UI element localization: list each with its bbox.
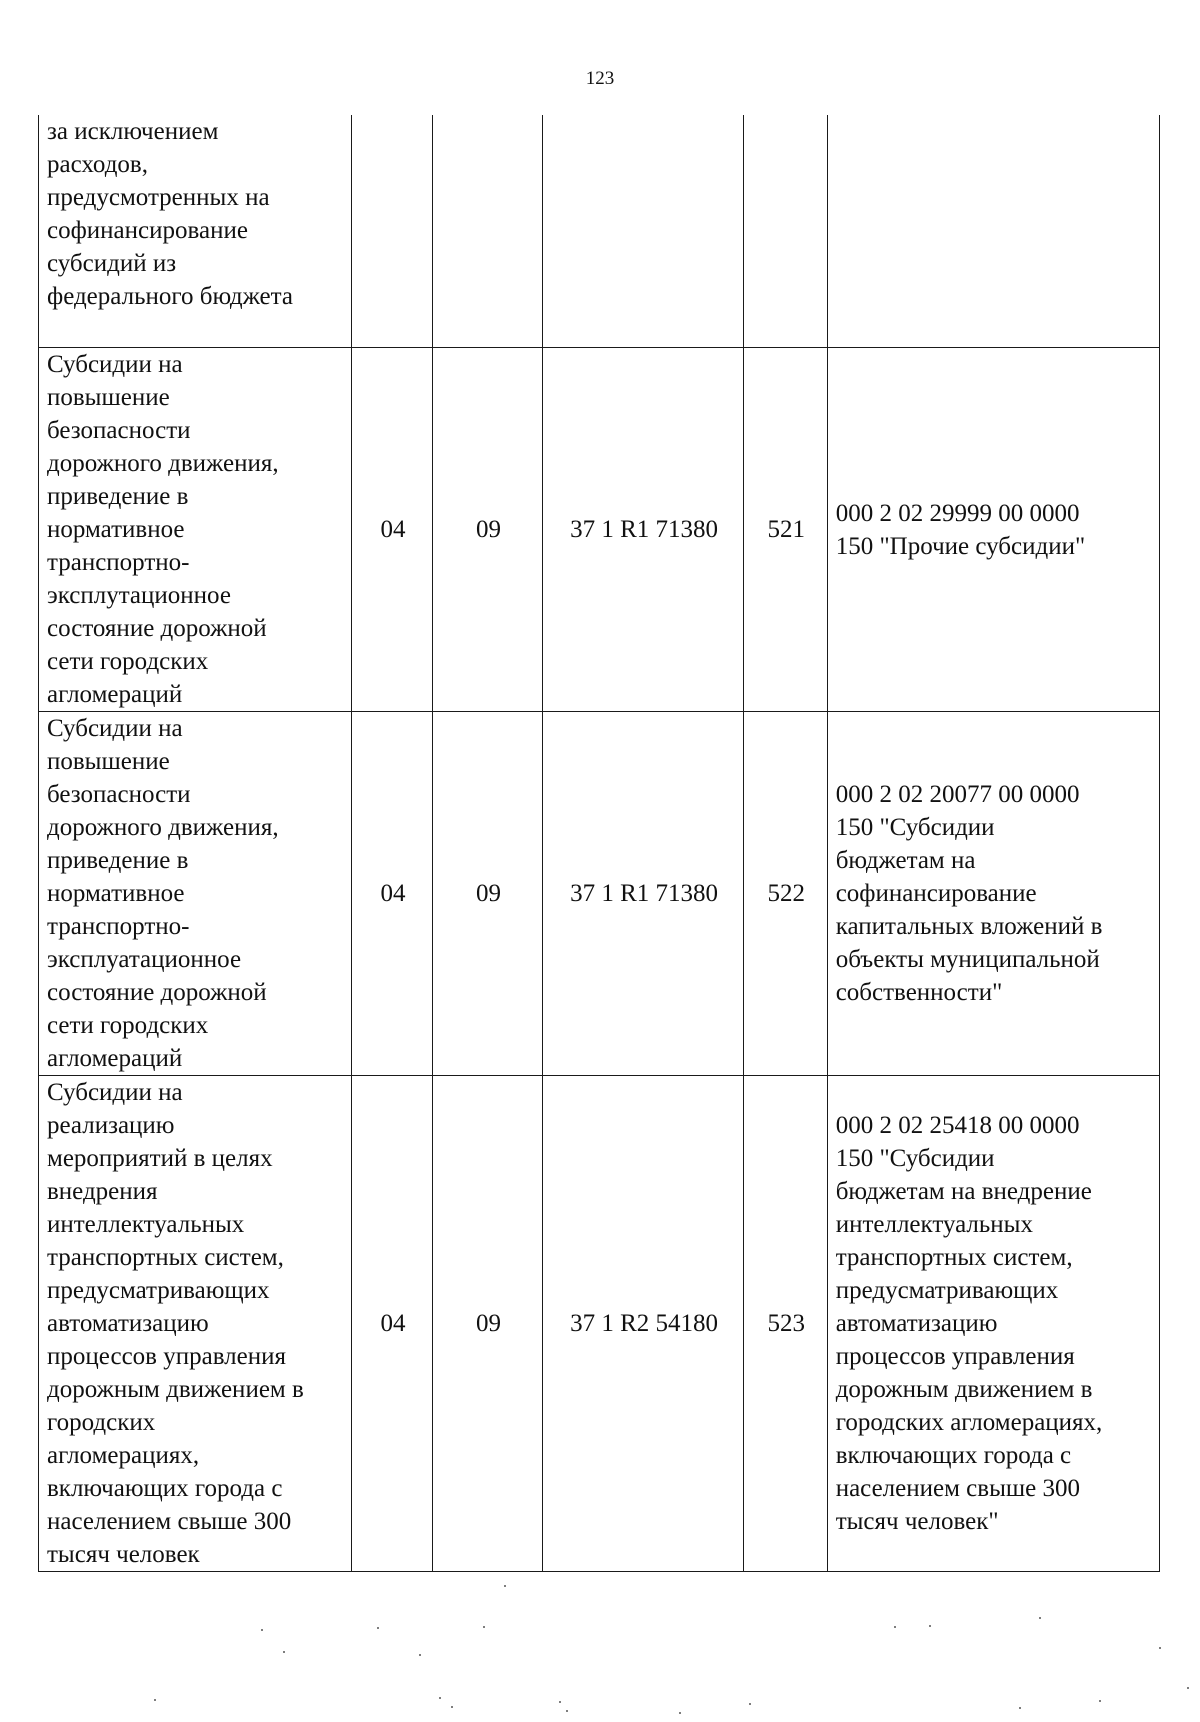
subsection-cell: 09 bbox=[432, 1076, 542, 1572]
expense-type-cell: 521 bbox=[743, 348, 827, 712]
revenue-code-cell bbox=[827, 1076, 1159, 1572]
subsection-cell: 09 bbox=[432, 712, 542, 1076]
subsection-cell bbox=[432, 115, 542, 348]
expense-type-cell bbox=[743, 115, 827, 348]
budget-classification-table bbox=[38, 115, 1160, 1572]
expense-name-cell bbox=[39, 712, 352, 1076]
expense-name: Субсидии на повышение безопасности дорожного движения, приведение в нормативное транспортно- эксплуатационное состояние дорожной сети городских агломераций bbox=[47, 715, 279, 1072]
table-row bbox=[39, 348, 1160, 712]
section-cell: 04 bbox=[352, 348, 433, 712]
target-article-cell: 37 1 R2 54180 bbox=[543, 1076, 744, 1572]
section-cell bbox=[352, 115, 433, 348]
expense-name: за исключением расходов, предусмотренных на софинансирование субсидий из федерального бюджета bbox=[47, 118, 293, 310]
expense-name: Субсидии на повышение безопасности дорожного движения, приведение в нормативное транспортно- эксплутационное состояние дорожной сети городских агломераций bbox=[47, 351, 279, 708]
revenue-code: 000 2 02 25418 00 0000 150 "Субсидии бюджетам на внедрение интеллектуальных транспортных систем, предусматривающих автоматизацию процессов управления дорожным движением в городских агломерациях, включающих города с населением свыше 300 тысяч человек" bbox=[835, 1112, 1103, 1535]
table-row bbox=[39, 1076, 1160, 1572]
page-number: 123 bbox=[585, 68, 615, 89]
expense-name-cell bbox=[39, 1076, 352, 1572]
revenue-code-cell bbox=[827, 348, 1159, 712]
revenue-code-cell bbox=[827, 712, 1159, 1076]
revenue-code: 000 2 02 20077 00 0000 150 "Субсидии бюджетам на софинансирование капитальных вложений в объекты муниципальной собственности" bbox=[835, 781, 1103, 1006]
table-row bbox=[39, 115, 1160, 348]
expense-name: Субсидии на реализацию мероприятий в целях внедрения интеллектуальных транспортных систем, предусматривающих автоматизацию процессов управления дорожным движением в городских агломерациях, включающих города с населением свыше 300 тысяч человек bbox=[47, 1079, 304, 1568]
target-article-cell bbox=[543, 115, 744, 348]
expense-type-cell: 522 bbox=[743, 712, 827, 1076]
revenue-code: 000 2 02 29999 00 0000 150 "Прочие субсидии" bbox=[835, 499, 1086, 560]
scan-noise-dots bbox=[0, 1580, 1200, 1722]
expense-name-cell bbox=[39, 348, 352, 712]
section-cell: 04 bbox=[352, 712, 433, 1076]
target-article-cell: 37 1 R1 71380 bbox=[543, 712, 744, 1076]
subsection-cell: 09 bbox=[432, 348, 542, 712]
table-row bbox=[39, 712, 1160, 1076]
section-cell: 04 bbox=[352, 1076, 433, 1572]
revenue-code-cell bbox=[827, 115, 1159, 348]
target-article-cell: 37 1 R1 71380 bbox=[543, 348, 744, 712]
expense-type-cell: 523 bbox=[743, 1076, 827, 1572]
expense-name-cell bbox=[39, 115, 352, 348]
